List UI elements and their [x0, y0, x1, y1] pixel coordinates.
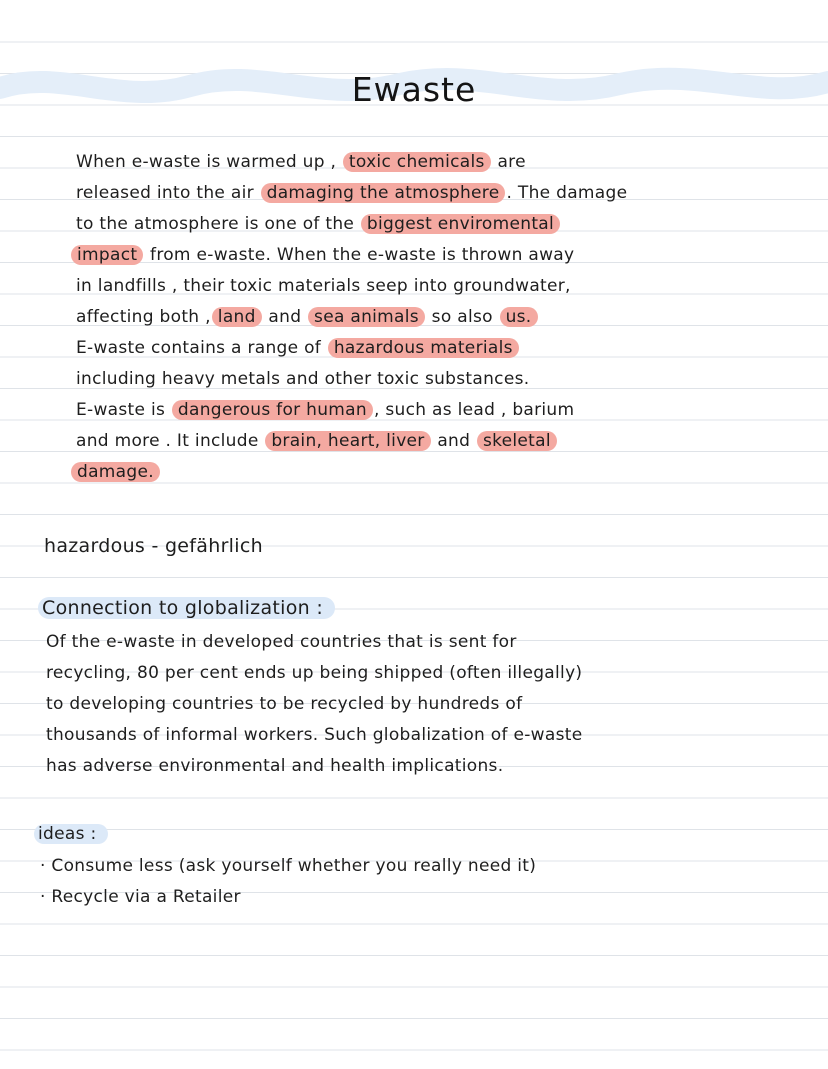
highlighted-text: land [212, 307, 262, 327]
connection-line: has adverse environmental and health implications. [46, 756, 504, 776]
connection-line: thousands of informal workers. Such globalization of e-waste [46, 725, 583, 745]
ideas-heading: ideas : [34, 824, 108, 844]
idea-item: · Recycle via a Retailer [40, 887, 241, 907]
vocabulary-note: hazardous - gefährlich [44, 535, 263, 557]
paragraph-line [70, 462, 161, 482]
paragraph-line: and more . It include brain, heart, liver and skeletal [76, 431, 558, 451]
highlighted-text: dangerous for human [172, 400, 373, 420]
highlighted-text: skeletal [477, 431, 557, 451]
connection-line: recycling, 80 per cent ends up being shipped (often illegally) [46, 663, 583, 683]
paragraph-line: E-waste is dangerous for human , such as lead , barium [76, 400, 575, 420]
highlighted-text: brain, heart, liver [265, 431, 430, 451]
paragraph-line: affecting both , land and sea animals so also us. [76, 307, 539, 327]
highlighted-text: sea animals [308, 307, 425, 327]
highlighted-text: biggest enviromental [361, 214, 560, 234]
connection-line: Of the e-waste in developed countries that is sent for [46, 632, 517, 652]
paragraph-line: E-waste contains a range of hazardous materials [76, 338, 520, 358]
highlighted-text: hazardous materials [328, 338, 519, 358]
paragraph-line: including heavy metals and other toxic substances. [76, 369, 530, 389]
highlighted-text: damaging the atmosphere [261, 183, 506, 203]
paragraph-line: to the atmosphere is one of the biggest enviromental [76, 214, 561, 234]
page-title: Ewaste [351, 70, 477, 109]
idea-item: · Consume less (ask yourself whether you really need it) [40, 856, 537, 876]
paragraph-line: When e-waste is warmed up , toxic chemicals are [76, 152, 526, 172]
paragraph-line: in landfills , their toxic materials seep into groundwater, [76, 276, 571, 296]
highlighted-text: toxic chemicals [343, 152, 491, 172]
connection-heading: Connection to globalization : [38, 597, 335, 619]
highlighted-text: us. [500, 307, 538, 327]
highlighted-text: damage. [71, 462, 160, 482]
paragraph-line: released into the air damaging the atmosphere . The damage [76, 183, 628, 203]
highlighted-text: impact [71, 245, 143, 265]
paragraph-line: impact from e-waste. When the e-waste is thrown away [70, 245, 574, 265]
connection-line: to developing countries to be recycled by hundreds of [46, 694, 523, 714]
